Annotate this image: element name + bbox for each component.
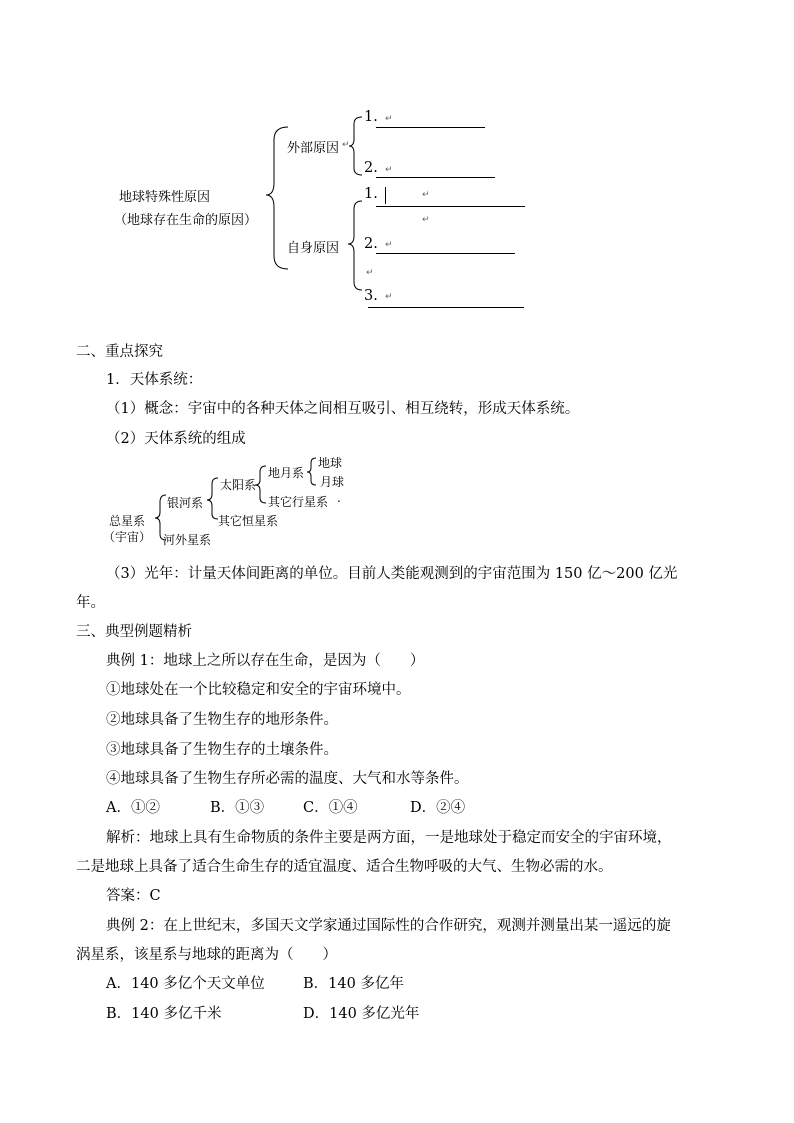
earth-label: 地球 bbox=[318, 456, 343, 470]
example1-choice-b: B．①③ bbox=[210, 800, 265, 816]
light-year-line2: 年。 bbox=[76, 595, 105, 611]
universe-sub-label: （宇宙） bbox=[103, 530, 152, 544]
example2-question-line2: 涡星系，该星系与地球的距离为（ ） bbox=[76, 947, 337, 963]
example2-choice-2: B．140 多亿年 bbox=[303, 976, 404, 992]
root-label-line2: （地球存在生命的原因） bbox=[114, 213, 258, 228]
return-mark: ↵ bbox=[385, 165, 393, 175]
earth-moon-system-label: 地月系 bbox=[268, 466, 305, 480]
external-item-2: 2. bbox=[364, 160, 378, 176]
internal-cause-label: 自身原因 bbox=[287, 241, 340, 256]
example1-analysis-line1: 解析：地球上具有生命物质的条件主要是两方面，一是地球处于稳定而安全的宇宙环境， bbox=[106, 830, 672, 846]
example2-choice-4: D．140 多亿光年 bbox=[303, 1006, 420, 1022]
return-mark: ↵ bbox=[422, 215, 430, 225]
return-mark: ↵ bbox=[385, 114, 393, 124]
example1-choice-a: A．①② bbox=[106, 800, 160, 816]
return-mark: ↵ bbox=[385, 292, 393, 302]
other-planet-systems-label: 其它行星系 bbox=[268, 495, 329, 509]
example1-option-3: ③地球具备了生物生存的土壤条件。 bbox=[106, 742, 338, 758]
moon-label: 月球 bbox=[320, 475, 345, 489]
root-label-line1: 地球特殊性原因 bbox=[119, 190, 211, 205]
universe-label: 总星系 bbox=[109, 514, 146, 528]
example1-question: 典例 1：地球上之所以存在生命，是因为（ ） bbox=[106, 653, 425, 669]
example1-option-4: ④地球具备了生物生存所必需的温度、大气和水等条件。 bbox=[106, 771, 469, 787]
internal-item-1: 1. bbox=[364, 186, 378, 202]
return-mark: ↵ bbox=[385, 240, 393, 250]
section3-heading: 三、典型例题精析 bbox=[76, 624, 192, 640]
example2-choice-3: B．140 多亿千米 bbox=[106, 1006, 222, 1022]
light-year-line1: （3）光年：计量天体间距离的单位。目前人类能观测到的宇宙范围为 150 亿～200 亿光 bbox=[106, 566, 678, 582]
return-mark: ↵ bbox=[366, 268, 374, 278]
return-mark: ↵ bbox=[422, 190, 430, 200]
example1-choice-d: D．②④ bbox=[410, 800, 466, 816]
example1-option-2: ②地球具备了生物生存的地形条件。 bbox=[106, 712, 338, 728]
other-star-systems-label: 其它恒星系 bbox=[218, 514, 279, 528]
example1-option-1: ①地球处在一个比较稳定和安全的宇宙环境中。 bbox=[106, 682, 411, 698]
external-item-1: 1. bbox=[364, 109, 378, 125]
milky-way-label: 银河系 bbox=[167, 496, 204, 510]
example2-question-line1: 典例 2：在上世纪末，多国天文学家通过国际性的合作研究，观测并测量出某一遥远的旋 bbox=[106, 918, 671, 934]
example1-answer: 答案：C bbox=[106, 888, 161, 904]
dot-mark: . bbox=[337, 491, 341, 505]
example1-analysis-line2: 二是地球上具备了适合生命生存的适宜温度、适合生物呼吸的大气、生物必需的水。 bbox=[76, 859, 613, 875]
composition-text: （2）天体系统的组成 bbox=[106, 431, 246, 447]
internal-item-2: 2. bbox=[364, 236, 378, 252]
solar-system-label: 太阳系 bbox=[220, 478, 257, 492]
example1-choice-c: C．①④ bbox=[303, 800, 358, 816]
section2-item1: 1．天体系统： bbox=[106, 372, 203, 388]
extragalactic-label: 河外星系 bbox=[163, 533, 212, 547]
internal-item-3: 3. bbox=[364, 288, 378, 304]
external-cause-label: 外部原因 bbox=[287, 141, 340, 156]
section2-heading: 二、重点探究 bbox=[76, 344, 163, 360]
return-mark: ↵ bbox=[342, 140, 350, 150]
example2-choice-1: A．140 多亿个天文单位 bbox=[106, 976, 265, 992]
concept-text: （1）概念：宇宙中的各种天体之间相互吸引、相互绕转，形成天体系统。 bbox=[106, 401, 580, 417]
